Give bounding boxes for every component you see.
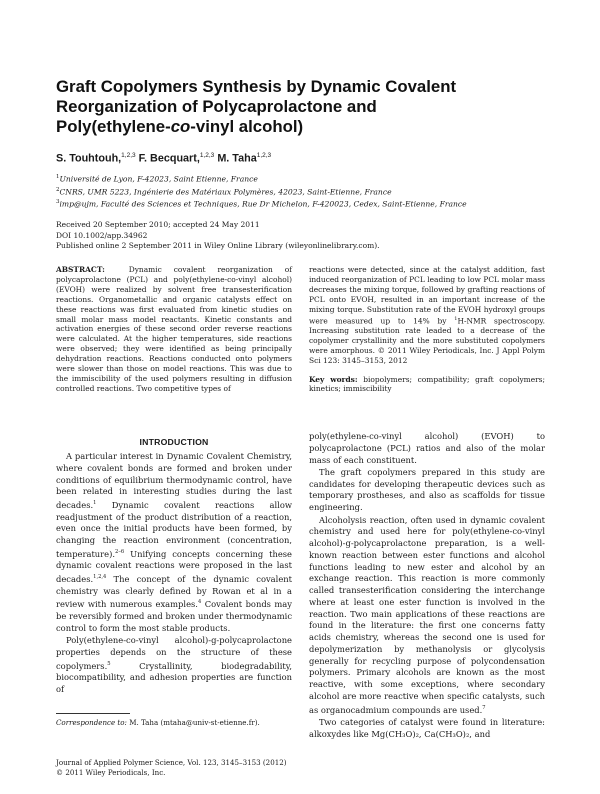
author-name: M. Taha (217, 152, 257, 165)
doi: DOI 10.1002/app.34962 (56, 230, 148, 240)
affiliation: $^3$imp@ujm, Faculté des Sciences et Techniques, Rue Dr Michelon, F-420023, Cedex, Saint-Etienne, France (56, 199, 467, 209)
author-affil-sup: 1,2,3 (199, 152, 215, 159)
published-online: Published online 2 September 2011 in Wiley Online Library (wileyonlinelibrary.com). (56, 241, 380, 251)
author-name: F. Becquart, (138, 152, 200, 165)
received-dates: Received 20 September 2010; accepted 24 May 2011 (56, 220, 260, 229)
paragraph: A particular interest in Dynamic Covalent Chemistry, where covalent bonds are formed and broken under conditions of equilibrium thermodynamic control, have been related in interesting studies during the last decades.$^1$ Dynamic covalent reactions allow readjustment of the product distribution of a reaction, even once the initial products have been formed, by changing the reaction environment (concentration, temperature).$^{2-6}$ Unifying concepts concerning these dynamic covalent reactions were proposed in the last decades.$^{1,2,4}$ The concept of the dynamic covalent chemistry was clearly defined by Rowan et al in a review with numerous examples.$^4$ Covalent bonds may be reversibly formed and broken under thermodynamic control to form the most stable products. (56, 451, 292, 633)
paragraph: Two categories of catalyst were found in literature: alkoxydes like Mg(CH₃O)₂, Ca(CH₃O)₂, and (309, 716, 545, 739)
affiliation: $^2$CNRS, UMR 5223, Ingénierie des Matériaux Polymères, 42023, Saint-Etienne, France (56, 186, 392, 197)
keywords-text: biopolymers; compatibility; graft copolymers; kinetics; immiscibility (309, 374, 546, 394)
body-column-2 (309, 431, 545, 740)
paragraph: The graft copolymers prepared in this study are candidates for developing therapeutic devices such as temporary prostheses, and also as scaffolds for tissue engineering. (309, 466, 545, 513)
paragraph: Poly(ethylene-co-vinyl alcohol)-g-polycaprolactone properties depends on the structure of these copolymers.$^5$ Crystallinity, biodegradability, biocompatibility, and adhesion properties are function of (56, 635, 292, 694)
correspondence-footnote: Correspondence to: M. Taha (mtaha@univ-st-etienne.fr). (56, 718, 260, 727)
section-heading-introduction: INTRODUCTION (139, 437, 209, 447)
title-line-3: Poly(ethylene-co-vinyl alcohol) (56, 117, 304, 136)
publication-history (56, 220, 380, 252)
title-line-2: Reorganization of Polycaprolactone and (56, 97, 377, 116)
journal-name: Journal of Applied Polymer Science, Vol. 123, 3145–3153 (2012) (56, 758, 287, 767)
title-line-1: Graft Copolymers Synthesis by Dynamic Covalent (56, 77, 457, 96)
paragraph: poly(ethylene-co-vinyl alcohol) (EVOH) to polycaprolactone (PCL) ratios and also of the molar mass of each constituent. (309, 431, 545, 465)
article-title (56, 77, 536, 137)
journal-citation (56, 758, 287, 777)
footnote-divider (56, 713, 130, 714)
abstract-text-continued: reactions were detected, since at the catalyst addition, fast induced reorganization of PCL leading to low PCL molar mass decreases the mixing torque, followed by grafting reactions of PCL onto EVOH, resulted in an important increase of the mixing torque. Substitution rate of the EVOH hydroxyl groups were measured up to 14% by $^1$H-NMR spectroscopy. Increasing substitution rate leaded to a decrease of the copolymer crystallinity and the more substituted copolymers were amorphous. © 2011 Wiley Periodicals, Inc. J Appl Polym Sci 123: 3145–3153, 2012 (309, 265, 545, 365)
keywords (309, 375, 545, 395)
body-column-1 (56, 451, 292, 696)
paragraph: Alcoholysis reaction, often used in dynamic covalent chemistry and used here for poly(ethylene-co-vinyl alcohol)-g-polycaprolactone preparation, is a well-known reaction between ester functions and alcohol functions leading to new ester and alcohol by an exchange reaction. This reaction is more commonly called transesterification considering the interchange where at least one ester function is involved in the reaction. Two main applications of these reactions are found in the literature: the first one concerns fatty acids chemistry, whereas the second one is used for depolymerization by methanolysis or glycolysis generally for recycling purpose of polycondensation polymers. Primary alcohols are known as the most reactive, with some exceptions, where secondary alcohol are more reactive when specific catalysts, such as organocadmium compounds are used.$^7$ (309, 514, 545, 715)
keywords-label: Key words: (309, 374, 358, 384)
author-name: S. Touhtouh, (56, 152, 122, 165)
abstract-col-1 (56, 265, 292, 394)
author-list (56, 152, 271, 165)
abstract-label: ABSTRACT: (56, 265, 105, 274)
abstract-col-2 (309, 265, 545, 394)
abstract-text: Dynamic covalent reorganization of polycaprolactone (PCL) and poly(ethylene-co-vinyl alcohol) (EVOH) were realized by solvent free transesterification reactions. Organometallic and organic catalysts effect on these reactions was first evaluated from kinetic studies on small molar mass model reactants. Kinetic constants and activation energies of these second order reverse reactions were calculated. At the higher temperatures, side reactions were observed; they were identified as being principally dehydration reactions. Reactions conducted onto polymers were slower than those on model reactions. This was due to the immiscibility of the used polymers resulting in diffusion controlled reactions. Two competitive types of (56, 265, 292, 393)
copyright: © 2011 Wiley Periodicals, Inc. (56, 767, 166, 777)
author-affil-sup: 1,2,3 (121, 152, 136, 159)
affiliation: $^1$Université de Lyon, F-42023, Saint Etienne, France (56, 174, 258, 184)
affiliations (56, 172, 467, 210)
author-affil-sup: 1,2,3 (256, 152, 272, 159)
